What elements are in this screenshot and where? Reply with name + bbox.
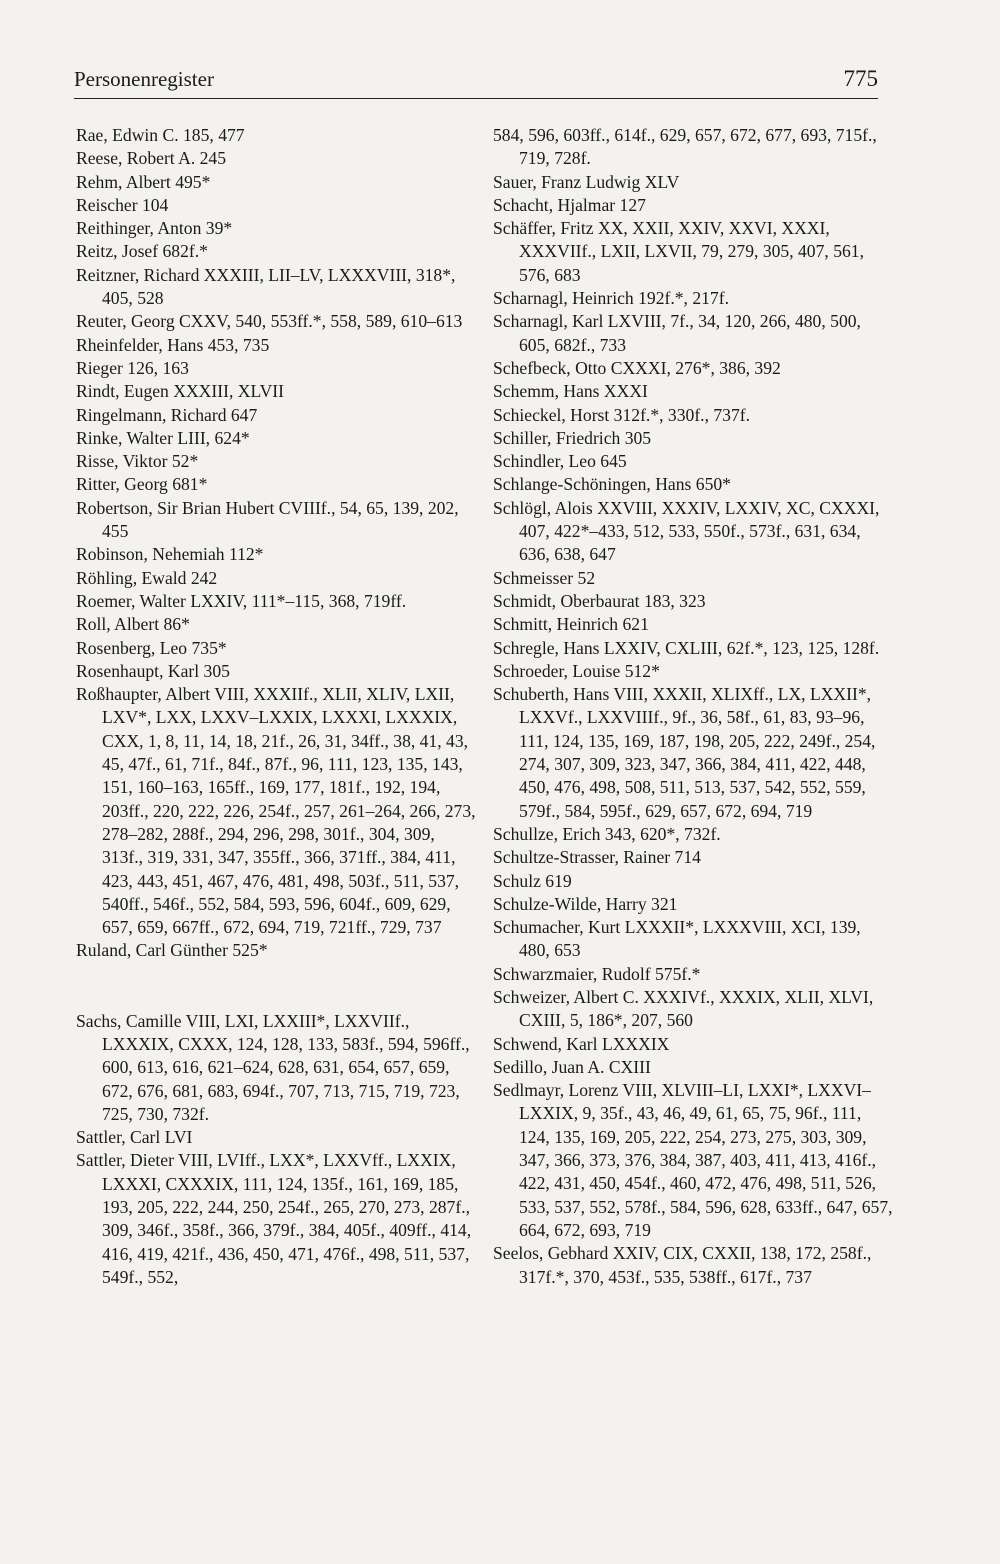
index-entry: Schulze-Wilde, Harry 321	[493, 893, 678, 914]
index-entry: Schefbeck, Otto CXXXI, 276*, 386, 392	[493, 357, 781, 378]
index-entry: Sedlmayr, Lorenz VIII, XLVIII–LI, LXXI*, LXXVI–LXXIX, 9, 35f., 43, 46, 49, 61, 65, 75, 96f., 111, 124, 135, 169, 205, 222, 254, 273, 275, 303, 309, 347, 366, 373, 376, 384, 387, 403, 411, 413, 416f., 422, 431, 450, 454f., 460, 472, 476, 498, 511, 526, 533, 537, 552, 578f., 584, 596, 628, 633ff., 647, 657, 664, 672, 693, 719	[493, 1080, 893, 1240]
index-entry: Schacht, Hjalmar 127	[493, 194, 646, 215]
page-number: 775	[843, 66, 878, 91]
index-entry: Schultze-Strasser, Rainer 714	[493, 847, 701, 868]
running-title: Personenregister	[74, 67, 214, 91]
index-entry: Schemm, Hans XXXI	[493, 381, 648, 402]
index-entry: Reese, Robert A. 245	[76, 148, 227, 169]
index-entry: Schieckel, Horst 312f.*, 330f., 737f.	[493, 404, 751, 425]
index-entry: Rieger 126, 163	[76, 357, 189, 378]
index-entry: Risse, Viktor 52*	[76, 451, 199, 472]
index-entry: Schmitt, Heinrich 621	[493, 614, 649, 635]
index-entry: Reischer 104	[76, 194, 169, 215]
index-entry: Sedillo, Juan A. CXIII	[493, 1056, 651, 1077]
index-entry: Reitz, Josef 682f.*	[76, 241, 208, 262]
index-entry: Schäffer, Fritz XX, XXII, XXIV, XXVI, XXXI, XXXVIIf., LXII, LXVII, 79, 279, 305, 407, 561, 576, 683	[493, 218, 864, 285]
index-entry: Seelos, Gebhard XXIV, CIX, CXXII, 138, 172, 258f., 317f.*, 370, 453f., 535, 538ff., 617f., 737	[493, 1243, 872, 1287]
index-entry: Sattler, Carl LVI	[76, 1127, 193, 1148]
index-entry: Rosenhaupt, Karl 305	[76, 660, 230, 681]
index-entry: Schumacher, Kurt LXXXII*, LXXXVIII, XCI, 139, 480, 653	[493, 917, 861, 961]
index-column-right	[493, 124, 893, 1289]
index-entry: Schullze, Erich 343, 620*, 732f.	[493, 823, 721, 844]
index-entry: Schulz 619	[493, 870, 572, 891]
index-entry: Schlange-Schöningen, Hans 650*	[493, 474, 731, 495]
index-entry: Rinke, Walter LIII, 624*	[76, 427, 250, 448]
index-entry: Schuberth, Hans VIII, XXXII, XLIXff., LX, LXXII*, LXXVf., LXXVIIIf., 9f., 36, 58f., 61, 83, 93–96, 111, 124, 135, 169, 187, 198, 205, 222, 249f., 254, 274, 307, 309, 323, 347, 366, 384, 411, 422, 448, 450, 476, 498, 508, 511, 513, 537, 542, 552, 559, 579f., 584, 595f., 629, 657, 672, 694, 719	[493, 684, 876, 821]
index-entry: Robinson, Nehemiah 112*	[76, 544, 264, 565]
index-entry: Schweizer, Albert C. XXXIVf., XXXIX, XLII, XLVI, CXIII, 5, 186*, 207, 560	[493, 986, 874, 1031]
index-entry: Robertson, Sir Brian Hubert CVIIIf., 54, 65, 139, 202, 455	[76, 497, 459, 542]
index-entry: Sattler, Dieter VIII, LVIff., LXX*, LXXVff., LXXIX, LXXXI, CXXXIX, 111, 124, 135f., 161, 169, 185, 193, 205, 222, 244, 250, 254f., 265, 270, 273, 287f., 309, 346f., 358f., 366, 379f., 384, 405f., 409ff., 414, 416, 419, 421f., 436, 450, 471, 476f., 498, 511, 537, 549f., 552,	[76, 1150, 472, 1287]
index-entry: Ringelmann, Richard 647	[76, 404, 258, 425]
index-entry: Roll, Albert 86*	[76, 614, 190, 635]
index-entry: 584, 596, 603ff., 614f., 629, 657, 672, 677, 693, 715f., 719, 728f.	[493, 125, 877, 169]
index-entry: Schwend, Karl LXXXIX	[493, 1033, 670, 1054]
index-entry: Reithinger, Anton 39*	[76, 218, 233, 239]
index-entry: Ruland, Carl Günther 525*	[76, 940, 268, 961]
index-entry: Sauer, Franz Ludwig XLV	[493, 171, 680, 192]
index-entry: Roßhaupter, Albert VIII, XXXIIf., XLII, XLIV, LXII, LXV*, LXX, LXXV–LXXIX, LXXXI, LXXXIX, CXX, 1, 8, 11, 14, 18, 21f., 26, 31, 34ff., 38, 41, 43, 45, 47f., 61, 71f., 84f., 87f., 96, 111, 123, 135, 143, 151, 160–163, 165ff., 169, 177, 181f., 192, 194, 203ff., 220, 222, 226, 254f., 257, 261–264, 266, 273, 278–282, 288f., 294, 296, 298, 301f., 304, 309, 313f., 319, 331, 347, 355ff., 366, 371ff., 384, 411, 423, 443, 451, 467, 476, 481, 498, 503f., 511, 537, 540ff., 546f., 552, 584, 593, 596, 604f., 609, 629, 657, 659, 667ff., 672, 694, 719, 721ff., 729, 737	[76, 684, 476, 938]
index-entry: Schwarzmaier, Rudolf 575f.*	[493, 963, 701, 984]
index-entry: Schregle, Hans LXXIV, CXLIII, 62f.*, 123, 125, 128f.	[493, 637, 880, 658]
index-entry: Rindt, Eugen XXXIII, XLVII	[76, 381, 284, 402]
letter-group-gap	[76, 963, 476, 1010]
index-entry: Schindler, Leo 645	[493, 451, 627, 472]
index-entry: Roemer, Walter LXXIV, 111*–115, 368, 719ff.	[76, 590, 407, 611]
index-entry: Rae, Edwin C. 185, 477	[76, 125, 245, 145]
index-entry: Schmidt, Oberbaurat 183, 323	[493, 590, 706, 611]
index-entry: Schlögl, Alois XXVIII, XXXIV, LXXIV, XC, CXXXI, 407, 422*–433, 512, 533, 550f., 573f., 631, 634, 636, 638, 647	[493, 497, 880, 565]
index-entry: Schroeder, Louise 512*	[493, 660, 660, 681]
index-entry: Reuter, Georg CXXV, 540, 553ff.*, 558, 589, 610–613	[76, 311, 463, 332]
page-header	[74, 58, 878, 99]
index-column-left	[76, 124, 476, 1289]
index-entry: Sachs, Camille VIII, LXI, LXXIII*, LXXVIIf., LXXXIX, CXXX, 124, 128, 133, 583f., 594, 596ff., 600, 613, 616, 621–624, 628, 631, 654, 657, 659, 672, 676, 681, 683, 694f., 707, 713, 715, 719, 723, 725, 730, 732f.	[76, 1010, 470, 1124]
index-entry: Reitzner, Richard XXXIII, LII–LV, LXXXVIII, 318*, 405, 528	[76, 264, 456, 309]
index-entry: Scharnagl, Heinrich 192f.*, 217f.	[493, 288, 729, 309]
index-entry: Rheinfelder, Hans 453, 735	[76, 334, 270, 355]
index-entry: Rehm, Albert 495*	[76, 171, 211, 192]
index-entry: Scharnagl, Karl LXVIII, 7f., 34, 120, 266, 480, 500, 605, 682f., 733	[493, 311, 861, 355]
index-entry: Röhling, Ewald 242	[76, 567, 218, 588]
index-entry: Schiller, Friedrich 305	[493, 427, 652, 448]
index-entry: Ritter, Georg 681*	[76, 474, 208, 495]
index-entry: Rosenberg, Leo 735*	[76, 637, 227, 658]
index-entry: Schmeisser 52	[493, 567, 596, 588]
